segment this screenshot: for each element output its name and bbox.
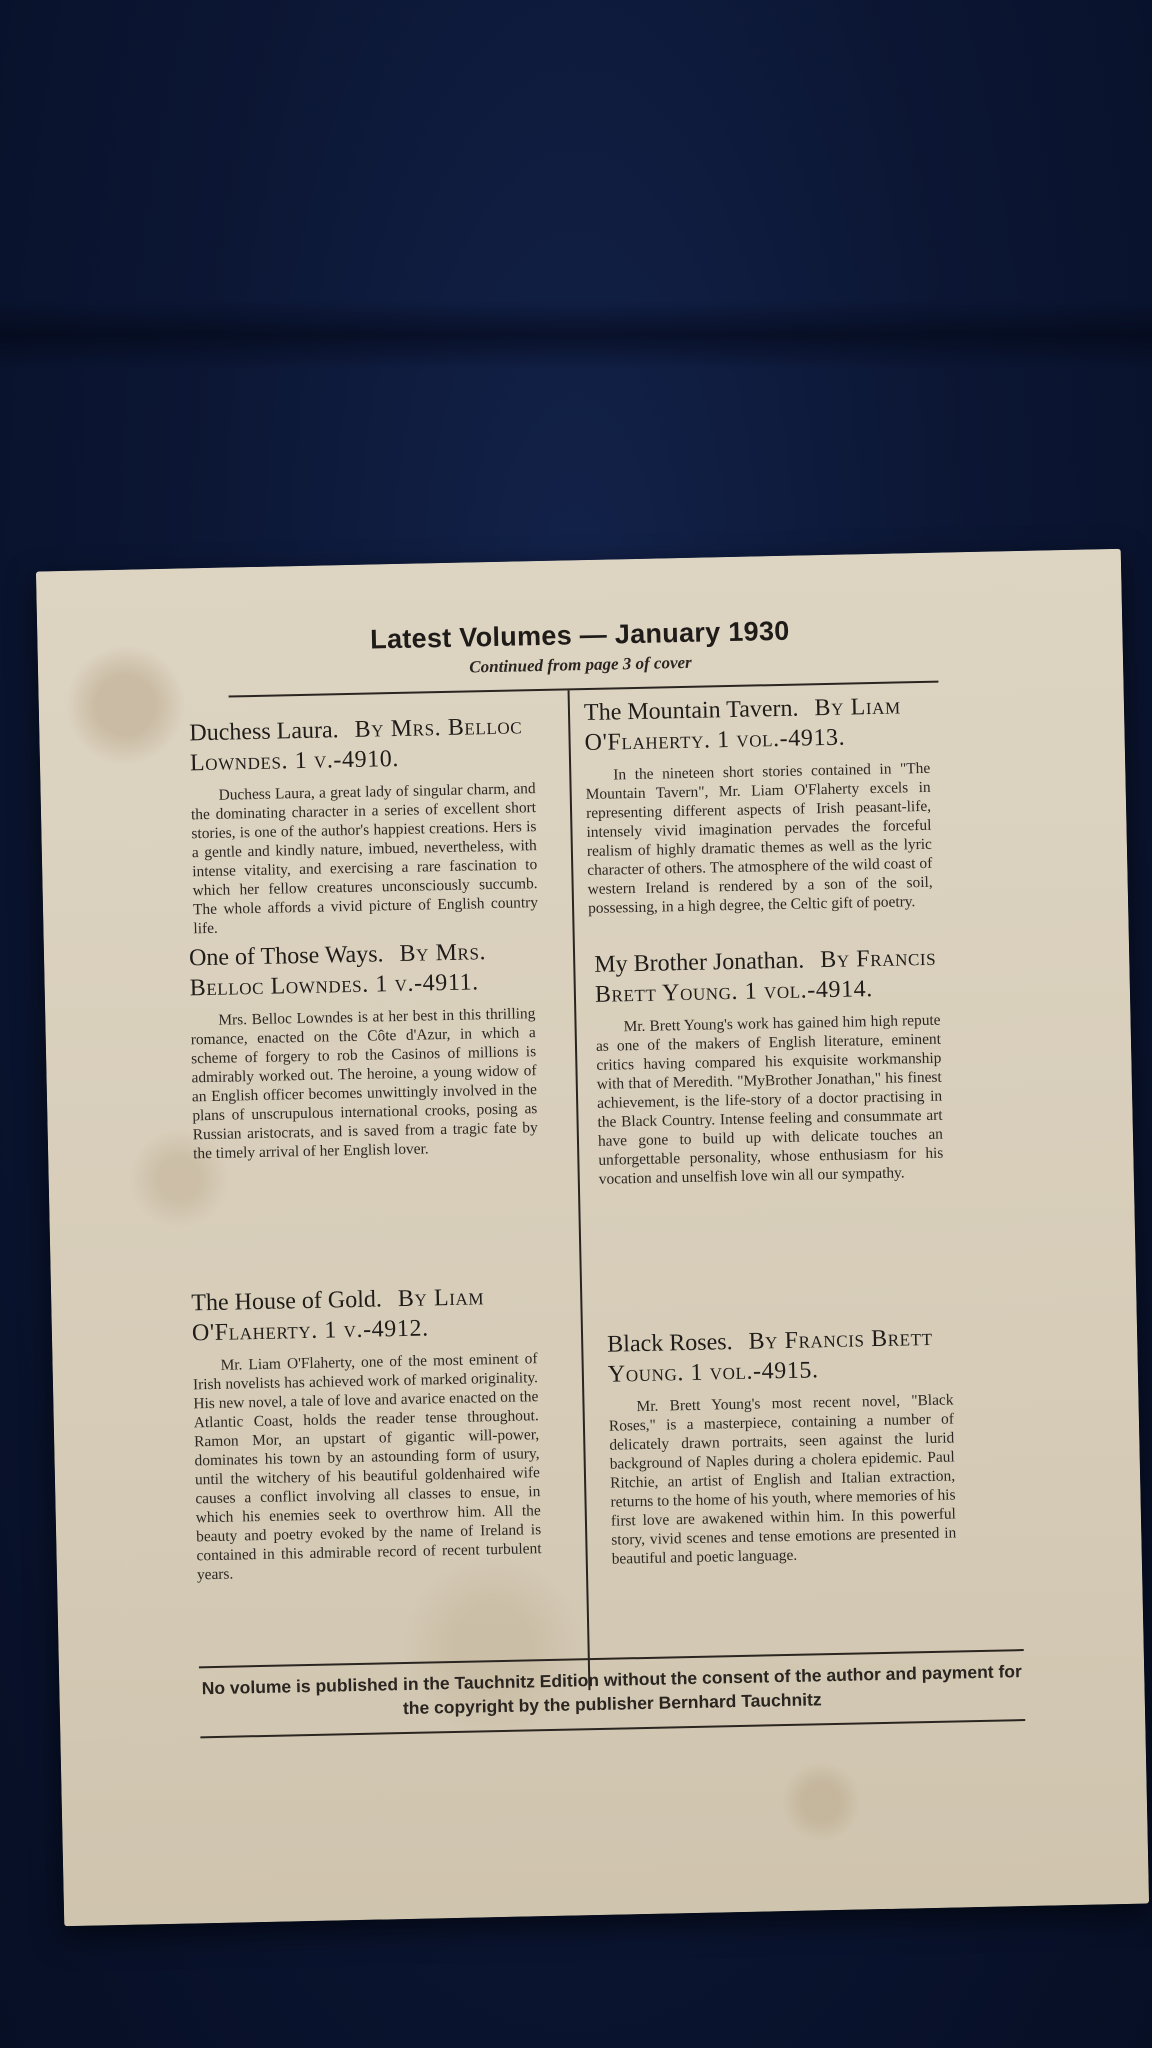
- entry-author: By Francis Brett Young. 1 vol.-4914.: [594, 944, 937, 1008]
- book-back-cover: [36, 549, 1149, 1926]
- entry-author: By Francis Brett Young. 1 vol.-4915.: [607, 1324, 933, 1388]
- entry-description: Duchess Laura, a great lady of singular charm, and the dominating character in a series of excellent short stories, is one of the author's happiest creations. Hers is a gentle and kindly nature, imbued, nevertheless, with intense vitality, and exercising a rare fascination to which her fellow creatures unconsciously succumb. The whole affords a vivid picture of English country life.: [190, 780, 539, 938]
- entry-heading: [607, 1322, 953, 1389]
- entry-title: Duchess Laura.: [189, 717, 339, 747]
- cloth-fold-shadow: [0, 300, 1152, 370]
- entry-title: One of Those Ways.: [188, 941, 384, 972]
- entry-heading: [191, 1281, 537, 1348]
- entry-title: My Brother Jonathan.: [594, 947, 805, 978]
- page-title: Latest Volumes — January 1930: [369, 615, 790, 655]
- entry-heading: [189, 936, 535, 1003]
- entry-one-of-those-ways: [189, 936, 539, 1163]
- entry-author: By Mrs. Belloc Lowndes. 1 v.-4911.: [189, 939, 487, 1002]
- entry-title: The Mountain Tavern.: [583, 695, 799, 727]
- footer-notice: No volume is published in the Tauchnitz Edition without the consent of the author and payment for the copyright by the publisher Bernhard Tauchnitz: [201, 1661, 1023, 1719]
- entry-duchess-laura: [189, 711, 539, 938]
- entry-description: Mr. Brett Young's most recent novel, "Black Roses," is a masterpiece, containing a number of delicately drawn portraits, seen against the lurid background of Naples during a cholera epidemic. Paul Ritchie, an artist of English and Italian extraction, returns to the home of his youth, where memories of his first love are awakened within him. In this powerful story, vivid scenes and tense emotions are presented in beautiful and poetic language.: [608, 1391, 957, 1568]
- entry-description: In the nineteen short stories contained in "The Mountain Tavern", Mr. Liam O'Flaherty excels in representing different aspects of Irish peasant-life, intensely vivid imagination pervades the forceful realism of highly dramatic themes as well as the lyric character of others. The atmosphere of the wild coast of western Ireland is rendered by a son of the soil, possessing, in a high degree, the Celtic gift of poetry.: [585, 759, 933, 918]
- entry-mountain-tavern: [584, 691, 934, 918]
- entry-author: By Liam O'Flaherty. 1 vol.-4913.: [584, 693, 901, 757]
- entry-description: Mr. Liam O'Flaherty, one of the most eminent of Irish novelists has achieved work of marked originality. His new novel, a tale of love and avarice enacted on the Atlantic Coast, holds the reader tense throughout. Ramon Mor, an upstart of gigantic will-power, dominates his town by an astounding form of usury, until the witchery of his beautiful goldenhaired wife causes a conflict involving all classes to ensue, in which his enemies seek to overthrow him. All the beauty and poetry evoked by the name of Ireland is contained in this admirable record of recent turbulent years.: [192, 1350, 542, 1584]
- entry-black-roses: [607, 1322, 957, 1568]
- entry-title: The House of Gold.: [191, 1286, 383, 1317]
- footer-rule-bottom: [200, 1719, 1025, 1738]
- entry-author: By Liam O'Flaherty. 1 v.-4912.: [191, 1284, 485, 1347]
- entry-description: Mr. Brett Young's work has gained him high repute as one of the makers of English literature, eminent critics having compared his exquisite workmanship with that of Meredith. "MyBrother Jonathan," his finest achievement, is the life-story of a doctor practising in the Black Country. Intense feeling and consummate art have gone to build up with delicate touches an unforgettable personality, whose enthusiasm for his vocation and unselfish love win all our sympathy.: [595, 1011, 944, 1188]
- page-header: [37, 609, 1123, 687]
- entry-heading: [189, 711, 535, 778]
- entry-title: Black Roses.: [606, 1329, 733, 1358]
- entry-author: By Mrs. Belloc Lowndes. 1 v.-4910.: [189, 713, 523, 777]
- entry-my-brother-jonathan: [594, 943, 944, 1189]
- page-subtitle: Continued from page 3 of cover: [469, 652, 692, 677]
- entry-heading: [594, 943, 940, 1010]
- entry-house-of-gold: [191, 1281, 542, 1584]
- entry-heading: [584, 691, 930, 758]
- entry-description: Mrs. Belloc Lowndes is at her best in this thrilling romance, enacted on the Côte d'Azur, in which a scheme of forgery to rob the Casinos of millions is admirably worked out. The heroine, a young widow of an English officer becomes unwittingly involved in the plans of unscrupulous international crooks, posing as Russian aristocrats, and is saved from a tragic fate by the timely arrival of her English lover.: [190, 1005, 538, 1163]
